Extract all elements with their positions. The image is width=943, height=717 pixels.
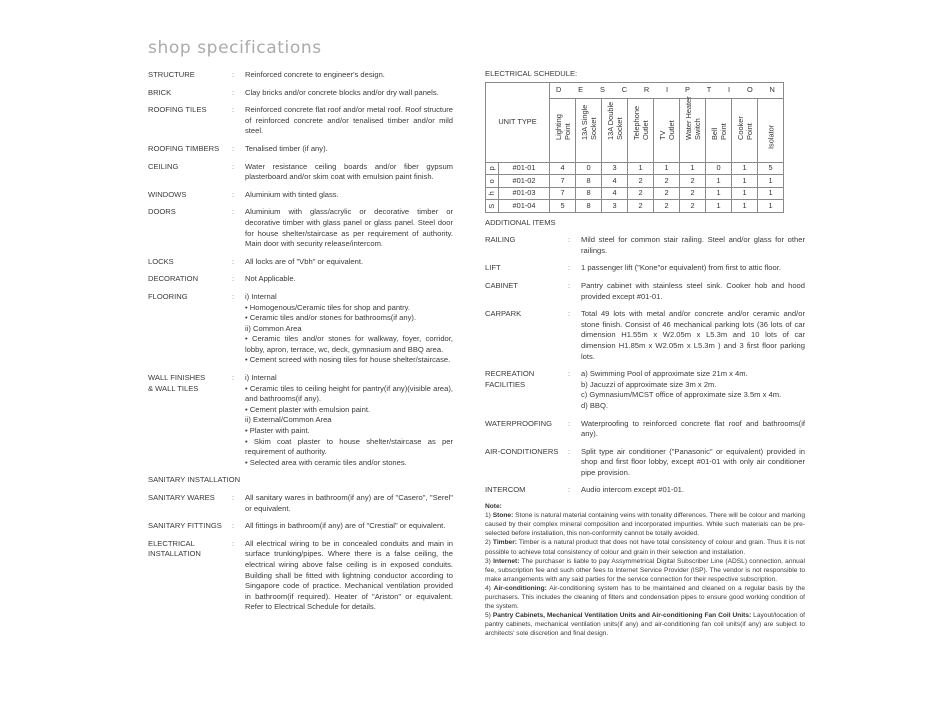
description-letter: R: [643, 84, 650, 94]
note-title: Stone:: [492, 512, 514, 520]
unit-cell: #01-02: [499, 175, 550, 188]
value-cell: 7: [550, 187, 576, 200]
spec-label-line: FACILITIES: [485, 379, 526, 389]
spec-value: All electrical wiring to be in concealed conduits and main in surface trunking/pipes. Where there is a false ceiling, the electrical wiring above false ceiling is in exposed conduits. Building shall be fitted with lightning conductor according to Singapore code of practice. Mechanical ventilation provided in bathroom(if required). Heater of "Ariston" or equivalent. Refer to Electrical Schedule for details.: [245, 538, 453, 612]
spec-label: ROOFING TIMBERS: [148, 143, 220, 153]
note-item: [485, 557, 805, 584]
spec-label: BRICK: [148, 87, 172, 97]
value-cell: 8: [576, 187, 602, 200]
description-letter: N: [769, 84, 775, 94]
value-cell: 0: [706, 162, 732, 175]
description-letter: P: [684, 84, 690, 94]
left-spec-column: [148, 70, 453, 613]
column-header-line: Telephone: [631, 105, 641, 140]
spec-label: SANITARY FITTINGS: [148, 521, 222, 531]
spec-label: LIFT: [485, 263, 501, 273]
colon: :: [568, 309, 571, 319]
spec-value: Tenalised timber (if any).: [245, 143, 328, 153]
value-cell: 1: [758, 187, 784, 200]
spec-value: All fittings in bathroom(if any) are of "Crestial" or equivalent.: [245, 521, 446, 531]
value-cell: 1: [628, 162, 654, 175]
column-header-line: 13A Single: [579, 104, 589, 140]
spec-label: WINDOWS: [148, 189, 187, 199]
value-cell: 3: [602, 200, 628, 213]
description-letter: D: [556, 84, 562, 94]
flooring-common-item: • Ceramic tiles and/or stones for walkway, foyer, corridor, lobby, apron, terrace, wc, deck, gymnasium and BBQ area.: [245, 334, 453, 354]
spec-value: Audio intercom except #01-01.: [581, 485, 684, 495]
recreation-item: c) Gymnasium/MCST office of approximate size 3.5m x 4m.: [581, 390, 782, 400]
column-header: [732, 98, 758, 162]
spec-label-line: RECREATION: [485, 369, 535, 379]
spec-value: 1 passenger lift ("Kone"or equivalent) from first to attic floor.: [581, 263, 781, 273]
group-letter: p: [486, 166, 496, 171]
spec-value: Mild steel for common stair railing. Steel and/or glass for other railings.: [581, 235, 805, 255]
spec-row-brick: [148, 88, 453, 99]
value-cell: 1: [732, 187, 758, 200]
spec-value: [581, 369, 805, 411]
value-cell: 2: [628, 200, 654, 213]
spec-value: Reinforced concrete flat roof and/or metal roof. Roof structure of reinforced concrete and/or tenalised timber and/or mild steel.: [245, 105, 453, 136]
spec-row-windows: [148, 190, 453, 201]
group-letter-cell: [486, 162, 499, 175]
description-letter: S: [599, 84, 605, 94]
description-letter: I: [666, 84, 669, 94]
note-title: Air-conditioning:: [493, 584, 547, 592]
column-header-line: Outlet: [640, 119, 650, 140]
right-spec-column: [485, 69, 805, 638]
column-header-text: [658, 120, 676, 140]
note-item: [485, 538, 805, 556]
value-cell: 3: [602, 162, 628, 175]
colon: :: [232, 521, 235, 531]
spec-label: DOORS: [148, 207, 176, 217]
value-cell: 7: [550, 175, 576, 188]
recreation-item: a) Swimming Pool of approximate size 21m x 4m.: [581, 369, 748, 379]
column-header-line: Point: [562, 122, 572, 140]
description-letter: E: [578, 84, 584, 94]
spec-label: ROOFING TILES: [148, 105, 207, 115]
spec-label: CEILING: [148, 161, 179, 171]
spec-label: FLOORING: [148, 291, 188, 301]
note-item: [485, 584, 805, 611]
spec-row-air-conditioners: [485, 447, 805, 479]
column-header-line: Water Heater: [683, 95, 693, 140]
spec-value: [245, 373, 453, 468]
spec-value: Split type air conditioner ("Panasonic" or equivalent) provided in shop and first floor lobby, except #01-01 with only air conditioner pipe provision.: [581, 446, 805, 477]
spec-row-locks: [148, 257, 453, 268]
table-row: [486, 200, 784, 213]
electrical-schedule-title: ELECTRICAL SCHEDULE:: [485, 69, 578, 78]
description-letter: T: [706, 84, 712, 94]
note-item: [485, 511, 805, 538]
spec-row-sanitary-wares: [148, 493, 453, 514]
recreation-item: d) BBQ.: [581, 400, 609, 410]
page-title: shop specifications: [148, 38, 322, 58]
notes-list: [485, 511, 805, 638]
column-header-text: [736, 116, 754, 140]
column-header: [550, 98, 576, 162]
column-header-text: [684, 96, 702, 140]
note-number: 1): [485, 512, 493, 520]
column-header-line: Socket: [588, 116, 598, 140]
spec-value: Total 49 lots with metal and/or concrete and/or ceramic and/or stone finish. Consist of 46 mechanical parking lots (36 lots of car dimension H1.55m x W2.05m x L5.3m and 10 lots of car dimension H1.85m x W2.05m x L5.3m ) and 3 first floor parking lots.: [581, 309, 805, 361]
unit-type-header: UNIT TYPE: [486, 82, 550, 162]
spec-row-cabinet: [485, 281, 805, 302]
note-title: Timber:: [492, 539, 517, 547]
colon: :: [232, 161, 235, 171]
note-number: 4): [485, 584, 494, 592]
value-cell: 1: [732, 200, 758, 213]
colon: :: [568, 280, 571, 290]
spec-row-lift: [485, 263, 805, 274]
spec-label: [148, 373, 232, 468]
flooring-internal-item: • Homogenous/Ceramic tiles for shop and pantry.: [245, 302, 411, 312]
wall-internal-item: • Ceramic tiles to ceiling height for pantry(if any)(visible area), and bathrooms(if any).: [245, 383, 453, 404]
value-cell: 1: [732, 175, 758, 188]
unit-cell: #01-01: [499, 162, 550, 175]
spec-label: INTERCOM: [485, 485, 526, 495]
value-cell: 2: [654, 200, 680, 213]
spec-label: LOCKS: [148, 256, 174, 266]
column-header-text: [606, 101, 624, 139]
spec-row-roofing-tiles: [148, 105, 453, 137]
electrical-schedule-table: [485, 82, 784, 213]
spec-label: STRUCTURE: [148, 70, 195, 79]
wall-external-item: • Skim coat plaster to house shelter/staircase as per requirement of authority.: [245, 436, 453, 457]
note-number: 3): [485, 557, 494, 565]
note-number: 5): [485, 612, 493, 620]
column-header-line: Bell: [709, 127, 719, 140]
group-letter-cell: [486, 200, 499, 213]
spec-label-line: ELECTRICAL: [148, 538, 195, 548]
flooring-common-item: • Cement screed with nosing tiles for house shelter/staircase.: [245, 355, 451, 365]
description-letters: [550, 85, 783, 96]
colon: :: [232, 373, 235, 383]
spec-label: WATERPROOFING: [485, 418, 553, 428]
value-cell: 1: [680, 162, 706, 175]
spec-value: Waterproofing to reinforced concrete flat roof and bathrooms(if any).: [581, 418, 805, 439]
description-header-row: [486, 82, 784, 98]
schedule-body: [486, 162, 784, 212]
column-header-text: [554, 114, 572, 140]
column-header: [680, 95, 706, 162]
spec-value: [245, 292, 453, 366]
value-cell: 1: [732, 162, 758, 175]
note-text: Stone is natural material containing veins with tonality differences. There will be colour and marking caused by their complex mineral composition and incorporated impurities. While such materials can be pre-selected before installation, this non-conformity cannot be totally avoided.: [485, 512, 805, 538]
spec-row-decoration: [148, 274, 453, 285]
table-row: [486, 187, 784, 200]
column-header-line: Isolator: [766, 124, 775, 149]
spec-value: Aluminium with tinted glass.: [245, 189, 339, 199]
wall-internal-item: • Cement plaster with emulsion paint.: [245, 404, 371, 414]
value-cell: 4: [550, 162, 576, 175]
spec-value: Aluminium with glass/acrylic or decorative timber or decorative timber with glass panel or glass panel. Steel door for house shelter/staircase as per requirement of authority. Main door with security release/intercom.: [245, 207, 453, 249]
colon: :: [568, 418, 571, 428]
colon: :: [232, 105, 235, 115]
spec-row-ceiling: [148, 162, 453, 183]
spec-value: Not Applicable.: [245, 274, 296, 284]
spec-row-carpark: [485, 309, 805, 362]
colon: :: [232, 274, 235, 284]
colon: :: [232, 70, 235, 79]
value-cell: 1: [706, 200, 732, 213]
spec-row-intercom: [485, 485, 805, 496]
value-cell: 5: [758, 162, 784, 175]
colon: :: [232, 143, 235, 153]
spec-label-line: WALL FINISHES: [148, 373, 206, 383]
column-header-text: [766, 124, 775, 148]
note-text: Layout/location of pantry cabinets, mechanical ventilation units(if any) and air-conditioning fan coil units(if any) are subject to architects' sole discretion and final design.: [485, 612, 805, 638]
spec-row-railing: [485, 235, 805, 256]
value-cell: 1: [654, 162, 680, 175]
value-cell: 2: [654, 175, 680, 188]
description-letter: O: [746, 84, 753, 94]
value-cell: 2: [680, 175, 706, 188]
spec-value: Reinforced concrete to engineer's design.: [245, 70, 385, 79]
colon: :: [232, 87, 235, 97]
column-header-line: Switch: [692, 117, 702, 140]
spec-row-structure: [148, 70, 453, 81]
spec-row-roofing-timbers: [148, 144, 453, 155]
value-cell: 2: [654, 187, 680, 200]
description-letter: I: [728, 84, 731, 94]
unit-cell: #01-04: [499, 200, 550, 213]
spec-label: CARPARK: [485, 309, 522, 319]
group-letter: S: [486, 203, 496, 209]
note-item: [485, 611, 805, 638]
spec-label: CABINET: [485, 280, 518, 290]
spec-label-line: INSTALLATION: [148, 549, 201, 559]
column-header-line: 13A Double: [605, 101, 615, 140]
column-header: [602, 98, 628, 162]
spec-label: [485, 369, 568, 411]
flooring-internal-heading: i) Internal: [245, 291, 277, 301]
notes-heading: [485, 502, 805, 511]
spec-value: Clay bricks and/or concrete blocks and/or dry wall panels.: [245, 87, 439, 97]
colon: :: [568, 446, 571, 456]
value-cell: 8: [576, 200, 602, 213]
group-letter-cell: [486, 175, 499, 188]
note-text: Timber is a natural product that does not have total consistency of colour and grain. Thus it is not possible to achieve total consistency of colour and grain in their selection and installation.: [485, 539, 805, 556]
spec-value: Pantry cabinet with stainless steel sink. Cooker hob and hood provided except #01-01.: [581, 280, 805, 301]
recreation-item: b) Jacuzzi of approximate size 3m x 2m.: [581, 379, 717, 389]
spec-row-sanitary-fittings: [148, 521, 453, 532]
spec-label: DECORATION: [148, 274, 199, 284]
note-title: Internet:: [493, 557, 520, 565]
column-header-line: Outlet: [666, 119, 676, 140]
column-header-line: Point: [718, 122, 728, 140]
column-header-line: Lighting: [553, 113, 563, 140]
colon: :: [568, 263, 571, 273]
value-cell: 4: [602, 175, 628, 188]
value-cell: 1: [706, 187, 732, 200]
group-letter: h: [486, 191, 496, 196]
column-header-text: [632, 105, 650, 139]
wall-external-item: • Selected area with ceramic tiles and/or stones.: [245, 457, 407, 467]
notes: [485, 502, 805, 638]
value-cell: 2: [628, 187, 654, 200]
flooring-common-heading: ii) Common Area: [245, 323, 302, 333]
spec-label-line: & WALL TILES: [148, 383, 199, 393]
value-cell: 4: [602, 187, 628, 200]
column-header: [576, 98, 602, 162]
spec-label: SANITARY WARES: [148, 493, 215, 502]
wall-external-heading: ii) External/Common Area: [245, 415, 332, 425]
column-header-line: Point: [744, 122, 754, 140]
value-cell: 2: [628, 175, 654, 188]
value-cell: 1: [758, 175, 784, 188]
unit-cell: #01-03: [499, 187, 550, 200]
spec-row-recreation: [485, 369, 805, 411]
spec-label: RAILING: [485, 235, 516, 245]
value-cell: 5: [550, 200, 576, 213]
value-cell: 2: [680, 187, 706, 200]
column-header-line: Socket: [614, 116, 624, 140]
colon: :: [232, 493, 235, 502]
description-header: [550, 82, 784, 98]
table-row: [486, 162, 784, 175]
column-header: [628, 98, 654, 162]
note-text: The purchaser is liable to pay Assymmetrical Digital Subscriber Line (ADSL) connection, annual fee, subscription fee and such other fees to Internet Service Provider (ISP). The vendor is not responsible to make arrangements with any said parties for the service connection for their respective subscription.: [485, 557, 805, 583]
spec-row-doors: [148, 207, 453, 249]
additional-items-heading: ADDITIONAL ITEMS: [485, 217, 556, 227]
colon: :: [568, 485, 571, 495]
column-header-text: [580, 104, 598, 139]
colon: :: [232, 189, 235, 199]
column-header: [758, 98, 784, 162]
flooring-internal-item: • Ceramic tiles and/or stones for bathrooms(if any).: [245, 313, 417, 323]
group-letter: o: [486, 178, 496, 183]
value-cell: 1: [758, 200, 784, 213]
colon: :: [232, 538, 235, 548]
spec-label: AIR-CONDITIONERS: [485, 446, 559, 456]
colon: :: [568, 369, 571, 379]
spec-row-flooring: [148, 292, 453, 366]
group-letter-cell: [486, 187, 499, 200]
wall-internal-heading: i) Internal: [245, 373, 277, 383]
wall-external-item: • Plaster with paint.: [245, 426, 310, 436]
column-header: [654, 98, 680, 162]
column-header-line: TV: [657, 130, 667, 140]
colon: :: [232, 291, 235, 301]
sanitary-heading: SANITARY INSTALLATION: [148, 475, 241, 485]
column-header-text: [710, 123, 728, 140]
spec-value: All locks are of "Vbh" or equivalent.: [245, 256, 364, 266]
column-header-line: Cooker: [735, 115, 745, 140]
note-number: 2): [485, 539, 493, 547]
colon: :: [232, 207, 235, 217]
note-title: Pantry Cabinets, Mechanical Ventilation Units and Air-conditioning Fan Coil Units:: [492, 612, 752, 620]
description-letter: C: [621, 84, 628, 94]
spec-row-waterproofing: [485, 419, 805, 440]
spec-value: Water resistance ceiling boards and/or fiber gypsum plasterboard and/or skim coat with emulsion paint finish.: [245, 161, 453, 182]
column-header: [706, 98, 732, 162]
notes-heading-text: Note:: [485, 503, 502, 511]
spec-row-wall-finishes: [148, 373, 453, 468]
value-cell: 8: [576, 175, 602, 188]
spec-label: [148, 539, 232, 613]
spec-value: All sanitary wares in bathroom(if any) are of "Casero", "Serel" or equivalent.: [245, 493, 453, 513]
spec-row-electrical-installation: [148, 539, 453, 613]
value-cell: 0: [576, 162, 602, 175]
colon: :: [568, 235, 571, 245]
note-text: Air-conditioning system has to be maintained and cleaned on a regular basis by the purchasers. This includes the cleaning of filters and condensation pipes to ensure good working condition of the system.: [485, 584, 806, 611]
value-cell: 2: [680, 200, 706, 213]
value-cell: 1: [706, 175, 732, 188]
table-row: [486, 175, 784, 188]
colon: :: [232, 256, 235, 266]
